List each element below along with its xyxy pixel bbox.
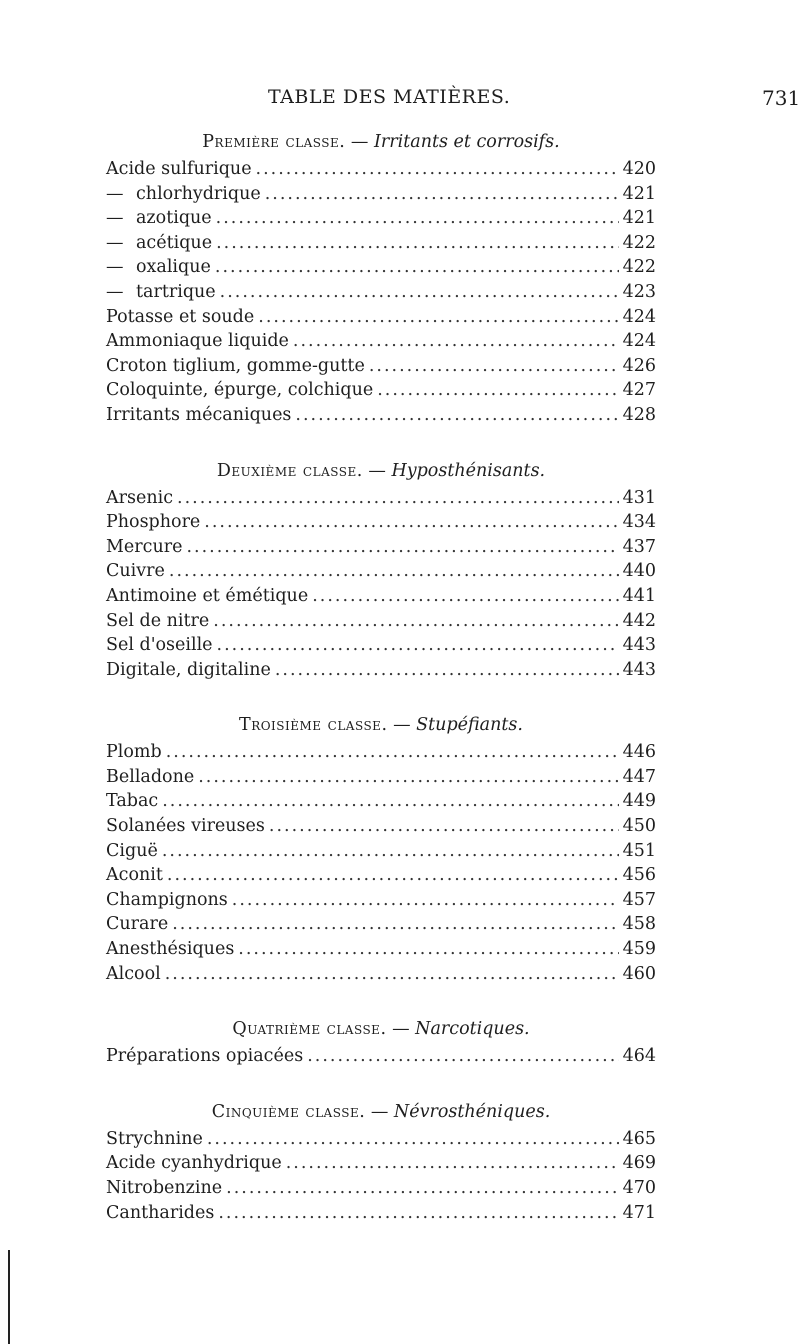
class-label: Troisième classe. [239,715,388,736]
entry-page-number: 451 [622,840,656,861]
dot-leader [207,1127,619,1152]
toc-entry[interactable] [106,584,656,609]
toc-entry[interactable] [106,535,656,560]
class-separator: — [387,715,417,736]
entry-page-number: 420 [622,159,656,179]
page-number: 731 [762,86,800,110]
dot-leader [269,814,619,839]
section-heading [106,456,656,486]
entry-page-number: 464 [622,1046,656,1067]
entry-label: Curare [106,914,169,935]
toc-entry[interactable] [106,1176,656,1201]
dot-leader [198,765,618,790]
entry-page-number: 427 [622,380,656,401]
entry-label: Phosphore [106,512,201,533]
entry-page-number: 431 [622,487,656,508]
toc-entry[interactable] [106,329,656,354]
entry-label: Antimoine et émétique [106,585,309,606]
dot-leader [169,559,619,584]
toc-entry[interactable] [106,962,656,987]
entry-page-number: 443 [622,659,656,680]
entry-label: Sel d'oseille [106,635,213,656]
toc-entry[interactable] [106,912,656,937]
dot-leader [226,1176,618,1201]
entry-page-number: 422 [622,232,656,253]
entry-page-number: 469 [622,1153,656,1174]
class-name: Névrosthéniques. [393,1101,551,1122]
class-label: Quatrième classe. [232,1019,387,1040]
entry-page-number: 458 [622,914,656,935]
toc-entry[interactable] [106,280,656,305]
dot-leader [293,329,619,354]
entry-label: Champignons [106,889,228,910]
class-name: Stupéfiants. [416,715,523,736]
entry-label: — tartrique [106,280,216,305]
dot-leader [312,584,618,609]
entry-label: Acide sulfurique [106,159,252,179]
dot-leader [216,231,619,256]
entry-page-number: 442 [622,610,656,631]
dot-leader [167,863,619,888]
class-separator: — [345,132,374,152]
toc-entry[interactable] [106,1127,656,1152]
entry-label: Potasse et soude [106,306,255,327]
dot-leader [258,305,618,330]
class-separator: — [365,1101,394,1122]
entry-label: Digitale, digitaline [106,659,271,680]
margin-rule [8,1250,10,1344]
entry-label: Nitrobenzine [106,1178,223,1198]
toc-entry[interactable] [106,1044,656,1069]
entry-page-number: 457 [622,889,656,910]
entry-page-number: 443 [622,635,656,656]
entry-label: Solanées vireuses [106,816,265,837]
dot-leader [295,403,618,428]
toc-entry[interactable] [106,182,656,207]
dot-leader [213,609,618,634]
toc-entry[interactable] [106,814,656,839]
class-label: Cinquième classe. [211,1101,366,1122]
section-heading [106,1014,656,1044]
dot-leader [204,510,618,535]
toc-entry[interactable] [106,403,656,428]
entry-page-number: 434 [622,512,656,533]
toc-entry[interactable] [106,863,656,888]
section-gap [106,986,656,1014]
entry-page-number: 449 [622,791,656,812]
toc-entry[interactable] [106,839,656,864]
toc-entry[interactable] [106,1151,656,1176]
dot-leader [186,535,618,560]
toc-entry[interactable] [106,888,656,913]
entry-label: Mercure [106,536,183,557]
entry-label: — acétique [106,231,212,256]
toc-entry[interactable] [106,486,656,511]
class-name: Hyposthénisants. [391,460,546,481]
section-gap [106,1069,656,1097]
section-gap [106,428,656,456]
entry-label: Cantharides [106,1202,215,1223]
toc-entry[interactable] [106,510,656,535]
entry-page-number: 422 [622,257,656,278]
dot-leader [369,354,619,379]
entry-page-number: 424 [622,306,656,327]
entry-page-number: 456 [622,865,656,886]
entry-label: Belladone [106,766,195,787]
toc-entry[interactable] [106,206,656,231]
class-label: Première classe. [202,132,346,152]
toc-entry[interactable] [106,765,656,790]
dot-leader [307,1044,618,1069]
section-gap [106,682,656,710]
toc-entry[interactable] [106,609,656,634]
dot-leader [162,789,618,814]
section-heading [106,710,656,740]
dot-leader [238,937,618,962]
class-name: Narcotiques. [415,1019,530,1040]
entry-label: Anesthésiques [106,939,235,960]
entry-page-number: 441 [622,585,656,606]
entry-label: Ciguë [106,840,158,861]
toc-entry[interactable] [106,378,656,403]
entry-label: Préparations opiacées [106,1046,304,1067]
entry-page-number: 459 [622,939,656,960]
toc-entry[interactable] [106,789,656,814]
class-separator: — [386,1019,416,1040]
dot-leader [275,658,619,683]
dot-leader [217,633,619,658]
section-heading [106,1097,656,1127]
dot-leader [162,839,619,864]
class-label: Deuxième classe. [216,460,363,481]
section-heading [106,127,656,157]
running-head [0,86,800,116]
entry-page-number: 421 [622,183,656,204]
dot-leader [220,280,619,305]
entry-page-number: 446 [622,742,656,763]
toc-entry[interactable] [106,658,656,683]
dot-leader [377,378,618,403]
table-of-contents [106,127,656,1225]
entry-label: Plomb [106,742,162,763]
toc-entry[interactable] [106,305,656,330]
entry-page-number: 423 [622,281,656,302]
dot-leader [166,740,619,765]
toc-entry[interactable] [106,937,656,962]
entry-page-number: 437 [622,536,656,557]
dot-leader [177,486,619,511]
entry-label: — oxalique [106,255,211,280]
entry-page-number: 424 [622,331,656,352]
entry-page-number: 465 [622,1128,656,1149]
entry-label: — chlorhydrique [106,182,261,207]
entry-page-number: 421 [622,208,656,229]
class-separator: — [362,460,392,481]
entry-page-number: 440 [622,561,656,582]
toc-entry[interactable] [106,354,656,379]
dot-leader [172,912,618,937]
entry-label: Ammoniaque liquide [106,331,289,352]
dot-leader [286,1151,619,1176]
entry-label: Alcool [106,963,161,984]
dot-leader [165,962,619,987]
entry-label: Cuivre [106,561,165,582]
entry-label: Arsenic [106,487,174,508]
entry-label: Coloquinte, épurge, colchique [106,380,374,401]
entry-label: Sel de nitre [106,610,210,631]
entry-page-number: 428 [622,404,656,425]
entry-label: Strychnine [106,1128,203,1149]
entry-label: Irritants mécaniques [106,404,292,425]
entry-page-number: 450 [622,816,656,837]
dot-leader [265,182,619,207]
dot-leader [218,1201,618,1226]
entry-page-number: 426 [622,355,656,376]
dot-leader [215,255,619,280]
entry-page-number: 460 [622,963,656,984]
toc-entry[interactable] [106,157,656,182]
toc-entry[interactable] [106,633,656,658]
toc-entry[interactable] [106,255,656,280]
entry-page-number: 470 [622,1178,656,1198]
entry-label: — azotique [106,206,212,231]
dot-leader [216,206,619,231]
toc-entry[interactable] [106,1201,656,1226]
entry-label: Acide cyanhydrique [106,1153,282,1174]
entry-page-number: 447 [622,766,656,787]
toc-entry[interactable] [106,559,656,584]
entry-label: Croton tiglium, gomme-gutte [106,355,365,376]
entry-label: Tabac [106,791,159,812]
dot-leader [232,888,619,913]
toc-entry[interactable] [106,740,656,765]
entry-label: Aconit [106,865,163,886]
running-title: TABLE DES MATIÈRES. [268,86,511,108]
entry-page-number: 471 [622,1202,656,1223]
toc-entry[interactable] [106,231,656,256]
class-name: Irritants et corrosifs. [374,132,560,152]
dot-leader [256,157,619,182]
